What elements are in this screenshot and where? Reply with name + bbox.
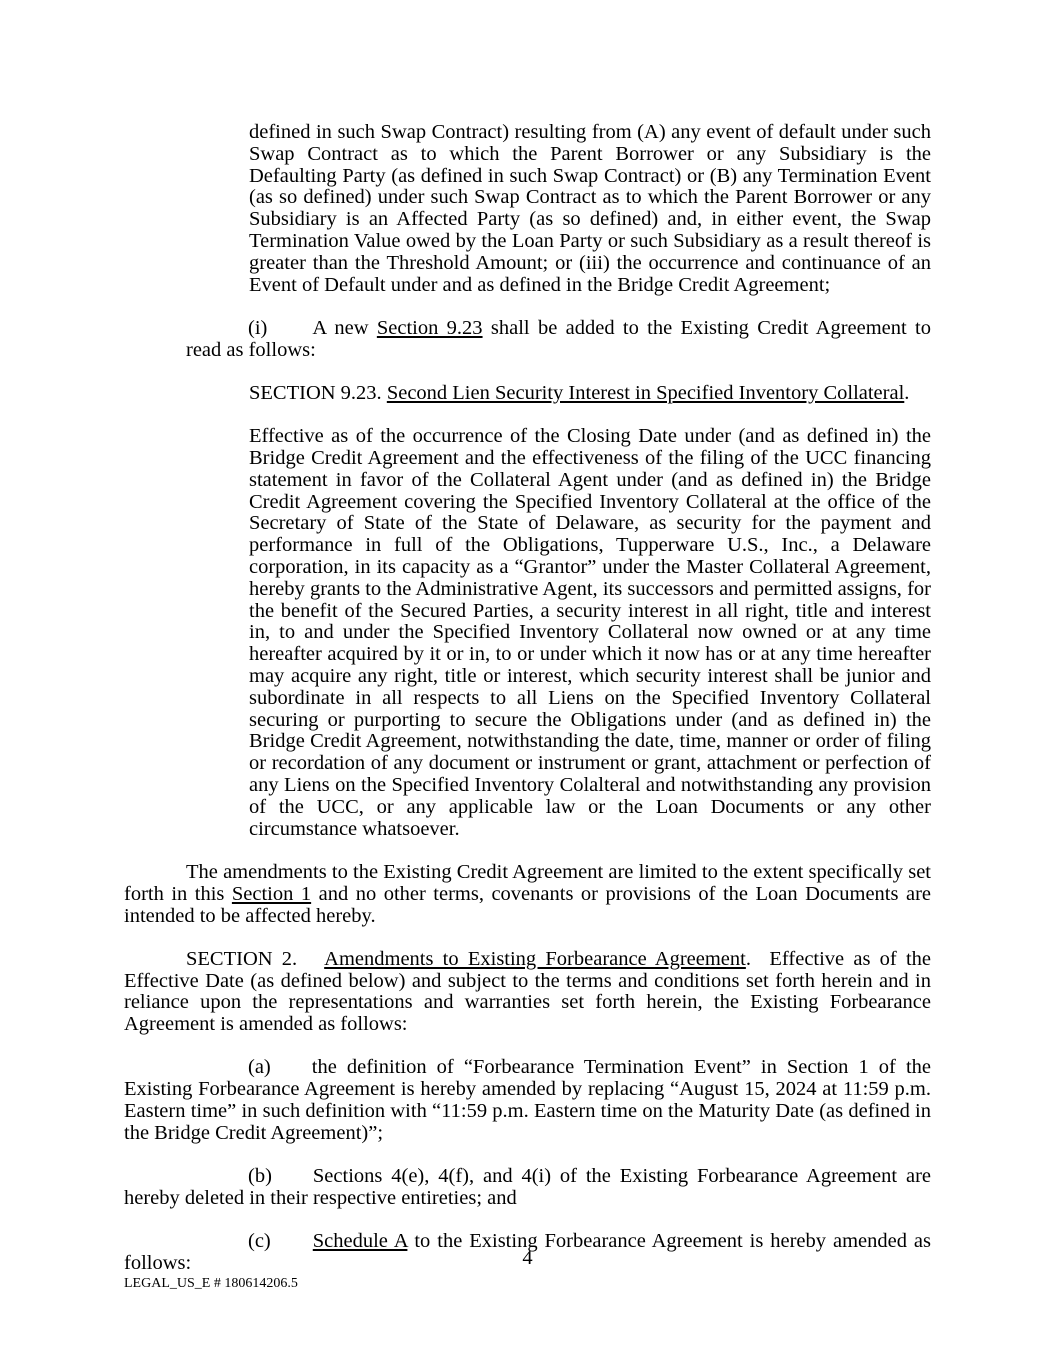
text-run: (a) [248, 1056, 271, 1079]
text-run: Effective as of the occurrence of the Closing Date under (and as defined in) the Bridge Credit Agreement and the effectiveness of the filing of the UCC financing statement in favor of the Collateral Agent under (and as defined in) the Bridge Credit Agreement covering the Specified Inventory Collateral at the office of the Secretary of State of the State of Delaware, as security for the payment and performance in full of the Obligations, Tupperware U.S., Inc., a Delaware corporation, in its capacity as a “Grantor” under the Master Collateral Agreement, hereby grants to the Administrative Agent, its successors and permitted assigns, for the benefit of the Secured Parties, a security interest in all right, title and interest in, to and under the Specified Inventory Collateral now owned or at any time hereafter acquired by it or in, to or under which it now has or at any time hereafter may acquire any right, title or interest, which security interest shall be junior and subordinate in all respects to all Liens on the Specified Inventory Collateral securing or purporting to secure the Obligations under (and as defined in) the Bridge Credit Agreement, notwithstanding the date, time, manner or order of filing or recordation of any document or instrument or grant, attachment or perfection of any Liens on the Specified Inventory Colalteral and notwithstanding any provision of the UCC, or any applicable law or the Loan Documents or any other circumstance whatsoever. [249, 425, 931, 840]
amendments-limited [124, 862, 931, 927]
clause-b [124, 1166, 931, 1210]
text-run: . [904, 381, 910, 404]
text-run: The amendments to the Existing Credit Agreement are limited to the extent specifically set forth in this [124, 860, 931, 905]
text-run: SECTION 2. [186, 947, 298, 970]
text-run: and no other terms, covenants or provisions of the Loan Documents are intended to be affected hereby. [124, 882, 931, 927]
text-run: A new [312, 316, 377, 339]
text-run: to the Existing Forbearance Agreement is hereby amended as follows: [124, 1230, 931, 1275]
text-run: SECTION 9.23. [249, 381, 387, 404]
text-run: shall be added to the Existing Credit Agreement to read as follows: [186, 316, 932, 361]
text-run: (b) [248, 1165, 272, 1188]
text-run: . Effective as of the Effective Date (as defined below) and subject to the terms and conditions set forth herein and in reliance upon the representations and warranties set forth herein, the Existing Forbearance Agreement is amended as follows: [124, 947, 931, 1036]
text-run: (c) [248, 1230, 271, 1253]
text-run: the definition of “Forbearance Termination Event” in Section 1 of the Existing Forbearance Agreement is hereby amended by replacing “August 15, 2024 at 11:59 p.m. Eastern time” in such definition with “11:59 p.m. Eastern time on the Maturity Date (as defined in the Bridge Credit Agreement)”; [124, 1056, 931, 1144]
swap-default-clause [249, 122, 931, 296]
text-run: defined in such Swap Contract) resulting from (A) any event of default under such Swap Contract as to which the Parent Borrower or any Subsidiary is the Defaulting Party (as defined in such Swap Contract) or (B) any Termination Event (as so defined) under such Swap Contract as to which the Parent Borrower or any Subsidiary is an Affected Party (as so defined) and, in either event, the Swap Termination Value owed by the Loan Party or such Subsidiary as a result thereof is greater than the Threshold Amount; or (iii) the occurrence and continuance of an Event of Default under and as defined in the Bridge Credit Agreement; [249, 121, 931, 296]
clause-a [124, 1057, 931, 1144]
document-id-footer: LEGAL_US_E # 180614206.5 [124, 1276, 298, 1291]
underlined-text: Second Lien Security Interest in Specified Inventory Collateral [386, 381, 905, 404]
document-body [124, 122, 931, 1296]
text-run: Sections 4(e), 4(f), and 4(i) of the Existing Forbearance Agreement are hereby deleted in their respective entireties; and [124, 1165, 931, 1209]
section-2 [124, 949, 931, 1036]
underlined-text: Amendments to Existing Forbearance Agreement [324, 947, 746, 970]
section-9-23-heading [249, 383, 931, 405]
underlined-text: Section 1 [231, 882, 312, 905]
text-run: (i) [248, 316, 268, 339]
page-number: 4 [522, 1247, 533, 1269]
clause-i [186, 318, 931, 362]
underlined-text: Section 9.23 [376, 316, 483, 339]
underlined-text: Schedule A [312, 1230, 408, 1253]
section-9-23-text [249, 426, 931, 840]
